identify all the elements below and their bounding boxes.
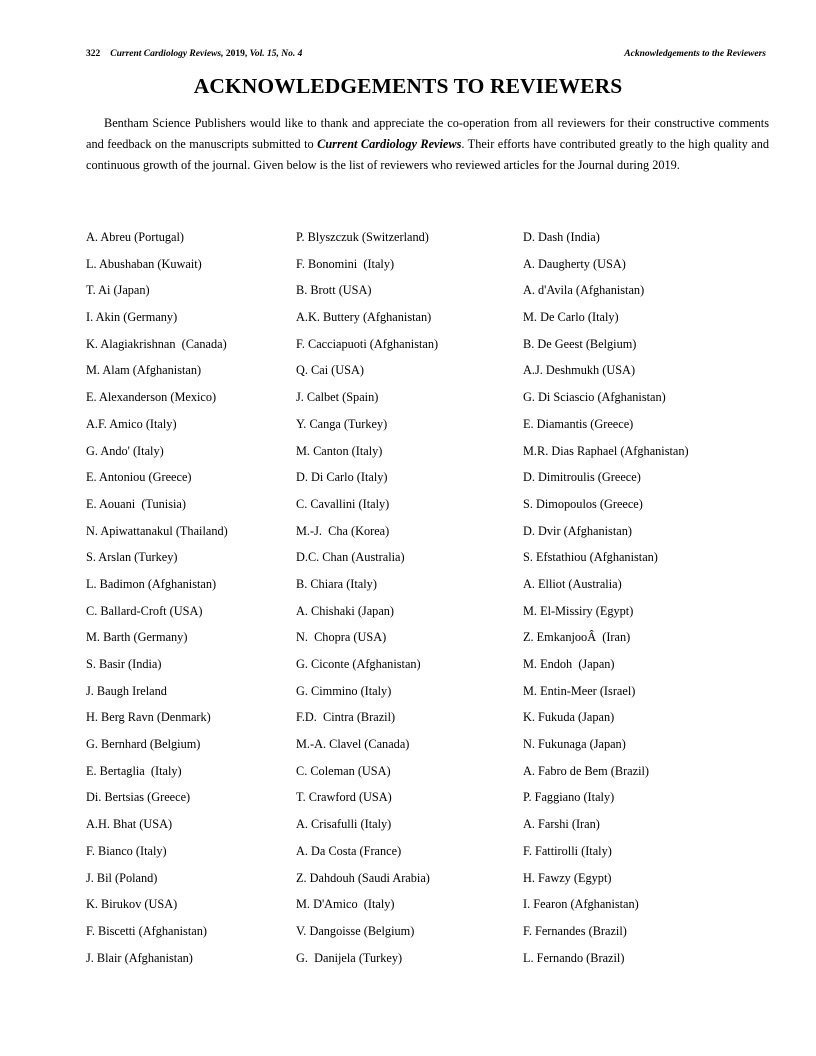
reviewer-entry: S. Dimopoulos (Greece): [523, 496, 643, 511]
reviewer-entry: V. Dangoisse (Belgium): [296, 923, 415, 938]
reviewer-entry: D. Dvir (Afghanistan): [523, 523, 632, 538]
reviewer-entry: A.K. Buttery (Afghanistan): [296, 310, 432, 325]
reviewer-entry: C. Cavallini (Italy): [296, 496, 390, 511]
reviewer-entry: N. Fukunaga (Japan): [523, 737, 626, 752]
reviewer-entry: E. Alexanderson (Mexico): [86, 390, 217, 405]
reviewer-column-1: [86, 224, 228, 971]
reviewer-entry: N. Chopra (USA): [296, 630, 387, 645]
reviewer-entry: C. Ballard-Croft (USA): [86, 603, 203, 618]
reviewer-entry: K. Birukov (USA): [86, 897, 178, 912]
reviewer-entry: A.J. Deshmukh (USA): [523, 363, 636, 378]
reviewer-entry: F. Cacciapuoti (Afghanistan): [296, 336, 439, 351]
reviewer-entry: F. Biscetti (Afghanistan): [86, 923, 207, 938]
page-title: ACKNOWLEDGEMENTS TO REVIEWERS: [193, 74, 623, 98]
reviewer-entry: E. Aouani (Tunisia): [86, 496, 186, 511]
reviewer-entry: B. De Geest (Belgium): [523, 336, 637, 351]
reviewer-entry: M. D'Amico (Italy): [296, 897, 395, 912]
reviewer-entry: G. Ando' (Italy): [86, 443, 164, 458]
reviewer-entry: A. Chishaki (Japan): [296, 603, 395, 618]
reviewer-entry: F.D. Cintra (Brazil): [296, 710, 396, 725]
reviewer-entry: M. Entin-Meer (Israel): [523, 683, 636, 698]
reviewer-entry: A. Da Costa (France): [296, 843, 402, 858]
section-title: Acknowledgements to the Reviewers: [624, 49, 766, 59]
reviewer-entry: T. Ai (Japan): [86, 283, 150, 298]
reviewer-entry: D. Dash (India): [523, 230, 600, 244]
reviewer-entry: A.H. Bhat (USA): [86, 817, 173, 832]
reviewer-entry: P. Blyszczuk (Switzerland): [296, 230, 429, 244]
reviewer-entry: D.C. Chan (Australia): [296, 550, 405, 565]
reviewer-entry: H. Berg Ravn (Denmark): [86, 710, 211, 725]
reviewer-entry: N. Apiwattanakul (Thailand): [86, 523, 228, 538]
reviewer-entry: M.-J. Cha (Korea): [296, 523, 390, 538]
reviewer-entry: S. Arslan (Turkey): [86, 550, 178, 565]
reviewer-entry: B. Chiara (Italy): [296, 576, 377, 591]
reviewer-entry: M. De Carlo (Italy): [523, 310, 619, 325]
reviewer-entry: K. Alagiakrishnan (Canada): [86, 336, 227, 351]
reviewer-entry: P. Faggiano (Italy): [523, 790, 615, 805]
reviewer-entry: G. Danijela (Turkey): [296, 950, 403, 965]
reviewer-entry: Z. EmkanjooÂ (Iran): [523, 630, 631, 645]
reviewer-entry: A. Daugherty (USA): [523, 256, 626, 271]
intro-text-before: Bentham Science Publishers would like to thank and appreciate the co-operation from all reviewers for their constructive comments and feedback on the manuscripts submitted to: [86, 116, 769, 152]
reviewer-entry: M.-A. Clavel (Canada): [296, 737, 410, 752]
reviewer-entry: A. Elliot (Australia): [523, 576, 622, 591]
journal-year: 2019,: [223, 49, 250, 59]
reviewer-entry: S. Basir (India): [86, 657, 162, 671]
reviewer-entry: D. Dimitroulis (Greece): [523, 470, 641, 485]
reviewer-entry: A. Farshi (Iran): [523, 817, 600, 832]
reviewer-entry: E. Antoniou (Greece): [86, 470, 192, 485]
reviewer-entry: M. Canton (Italy): [296, 443, 383, 458]
reviewer-entry: E. Diamantis (Greece): [523, 416, 634, 431]
reviewer-entry: I. Fearon (Afghanistan): [523, 897, 639, 912]
reviewer-column-2: [296, 224, 438, 971]
reviewer-entry: G. Bernhard (Belgium): [86, 737, 201, 752]
reviewer-entry: H. Fawzy (Egypt): [523, 870, 612, 885]
reviewer-entry: A. d'Avila (Afghanistan): [523, 283, 645, 298]
reviewer-entry: A. Abreu (Portugal): [86, 230, 185, 244]
reviewer-entry: Q. Cai (USA): [296, 363, 364, 378]
reviewer-entry: G. Ciconte (Afghanistan): [296, 657, 421, 671]
page-number: 322: [86, 49, 101, 59]
reviewer-entry: J. Calbet (Spain): [296, 390, 379, 405]
intro-text-after: . Their efforts have contributed greatly to the high quality and continuous growth of the journal. Given below is the list of reviewers who reviewed articles for the Journal during 2019.: [86, 137, 769, 173]
reviewer-entry: J. Bil (Poland): [86, 870, 158, 885]
reviewer-entry: Di. Bertsias (Greece): [86, 790, 191, 805]
reviewer-entry: F. Fernandes (Brazil): [523, 923, 627, 938]
reviewer-entry: L. Badimon (Afghanistan): [86, 576, 217, 591]
reviewer-entry: G. Cimmino (Italy): [296, 683, 392, 698]
reviewer-entry: M. Barth (Germany): [86, 630, 188, 645]
reviewer-entry: E. Bertaglia (Italy): [86, 763, 182, 778]
reviewer-column-3: [523, 224, 689, 971]
reviewer-entry: I. Akin (Germany): [86, 310, 178, 325]
reviewer-entry: Y. Canga (Turkey): [296, 416, 388, 431]
reviewer-entry: L. Abushaban (Kuwait): [86, 256, 202, 271]
intro-journal-name: Current Cardiology Reviews: [317, 137, 462, 152]
journal-citation: [86, 47, 302, 61]
reviewer-entry: M. Alam (Afghanistan): [86, 363, 202, 378]
reviewer-entry: C. Coleman (USA): [296, 763, 391, 778]
reviewer-entry: S. Efstathiou (Afghanistan): [523, 550, 658, 565]
reviewer-entry: D. Di Carlo (Italy): [296, 470, 388, 485]
journal-volume: Vol. 15, No. 4: [249, 49, 303, 59]
reviewer-entry: A. Crisafulli (Italy): [296, 817, 392, 832]
running-header: [86, 47, 766, 61]
reviewer-entry: M.R. Dias Raphael (Afghanistan): [523, 443, 689, 458]
reviewer-entry: F. Fattirolli (Italy): [523, 843, 612, 858]
reviewer-entry: T. Crawford (USA): [296, 790, 392, 805]
reviewer-entry: J. Blair (Afghanistan): [86, 950, 193, 965]
reviewer-entry: L. Fernando (Brazil): [523, 950, 625, 965]
intro-paragraph: [86, 113, 769, 177]
journal-name: Current Cardiology Reviews,: [110, 49, 224, 59]
reviewer-entry: M. El-Missiry (Egypt): [523, 603, 634, 618]
reviewer-entry: Z. Dahdouh (Saudi Arabia): [296, 870, 430, 885]
reviewer-entry: B. Brott (USA): [296, 283, 372, 298]
reviewer-entry: A.F. Amico (Italy): [86, 416, 177, 431]
reviewer-entry: F. Bonomini (Italy): [296, 256, 395, 271]
reviewer-entry: G. Di Sciascio (Afghanistan): [523, 390, 666, 405]
reviewer-entry: F. Bianco (Italy): [86, 843, 167, 858]
reviewer-entry: A. Fabro de Bem (Brazil): [523, 763, 650, 778]
reviewer-entry: M. Endoh (Japan): [523, 657, 615, 671]
reviewer-entry: K. Fukuda (Japan): [523, 710, 615, 725]
reviewer-entry: J. Baugh Ireland: [86, 683, 167, 698]
